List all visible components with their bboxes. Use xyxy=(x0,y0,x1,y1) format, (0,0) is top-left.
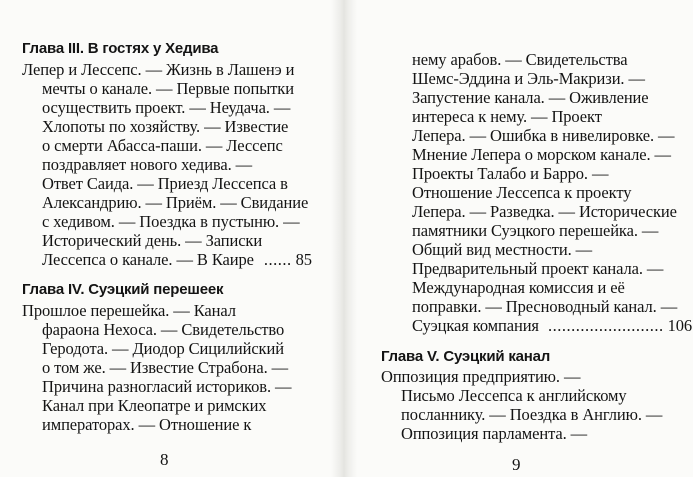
toc-line: Проекты Талабо и Барро. — xyxy=(412,164,609,183)
toc-line: Канал при Клеопатре и римских xyxy=(42,396,267,415)
right-page xyxy=(357,0,693,477)
toc-line: фараона Нехоса. — Свидетельство xyxy=(42,320,285,339)
toc-line: Общий вид местности. — xyxy=(412,240,593,259)
toc-line: интереса к нему. — Проект xyxy=(412,107,602,126)
toc-line: Международная комиссия и её xyxy=(412,278,625,297)
chapter-4-title: Глава IV. Суэцкий перешеек xyxy=(22,281,224,298)
toc-page-ref: 106 xyxy=(667,316,693,335)
toc-line: Мнение Лепера о морском канале. — xyxy=(412,145,671,164)
toc-line: Оппозиция парламента. — xyxy=(401,424,588,443)
left-page xyxy=(0,0,331,477)
toc-line: Запустение канала. — Оживление xyxy=(412,88,649,107)
toc-line: Ответ Саида. — Приезд Лессепса в xyxy=(42,174,288,193)
chapter-5-title: Глава V. Суэцкий канал xyxy=(381,348,551,365)
toc-line: Александрию. — Приём. — Свидание xyxy=(42,193,309,212)
toc-entry-last-line xyxy=(412,316,692,335)
toc-line: Предварительный проект канала. — xyxy=(412,259,664,278)
toc-line: Лепера. — Ошибка в нивелировке. — xyxy=(412,126,675,145)
toc-line: Оппозиция предприятию. — xyxy=(381,367,581,386)
toc-line: императорах. — Отношение к xyxy=(42,415,252,434)
toc-line: с хедивом. — Поездка в пустыню. — xyxy=(42,212,300,231)
toc-line: Прошлое перешейка. — Канал xyxy=(22,301,236,320)
toc-line: Лепера. — Разведка. — Исторические xyxy=(412,202,677,221)
toc-line: поздравляет нового хедива. — xyxy=(42,155,253,174)
toc-line: Геродота. — Диодор Сицилийский xyxy=(42,339,284,358)
toc-entry-last-line xyxy=(42,250,312,269)
toc-line: Отношение Лессепса к проекту xyxy=(412,183,632,202)
toc-line-text: Суэцкая компания xyxy=(412,316,539,335)
toc-leader: ...... xyxy=(263,250,292,269)
toc-page-ref: 85 xyxy=(295,250,312,269)
book-gutter xyxy=(331,0,357,477)
toc-line: мечты о канале. — Первые попытки xyxy=(42,79,294,98)
toc-line: Хлопоты по хозяйству. — Известие xyxy=(42,117,289,136)
toc-line: Лепер и Лессепс. — Жизнь в Лашенэ и xyxy=(22,60,295,79)
page-number-right: 9 xyxy=(512,455,521,474)
toc-leader: ......................... xyxy=(547,316,664,335)
toc-line: о том же. — Известие Страбона. — xyxy=(42,358,289,377)
toc-line: Письмо Лессепса к английскому xyxy=(401,386,627,405)
toc-line: о смерти Абасса-паши. — Лессепс xyxy=(42,136,283,155)
toc-line: нему арабов. — Свидетельства xyxy=(412,50,628,69)
toc-line: Шемс-Эддина и Эль-Макризи. — xyxy=(412,69,645,88)
toc-line: поправки. — Пресноводный канал. — xyxy=(412,297,678,316)
toc-line-text: Лессепса о канале. — В Каире xyxy=(42,250,254,269)
toc-line: посланнику. — Поездка в Англию. — xyxy=(401,405,663,424)
page-number-left: 8 xyxy=(160,450,169,469)
toc-line: памятники Суэцкого перешейка. — xyxy=(412,221,659,240)
toc-line: Исторический день. — Записки xyxy=(42,231,263,250)
toc-line: Причина разногласий историков. — xyxy=(42,377,292,396)
toc-line: осуществить проект. — Неудача. — xyxy=(42,98,291,117)
chapter-3-title: Глава III. В гостях у Хедива xyxy=(22,40,219,57)
